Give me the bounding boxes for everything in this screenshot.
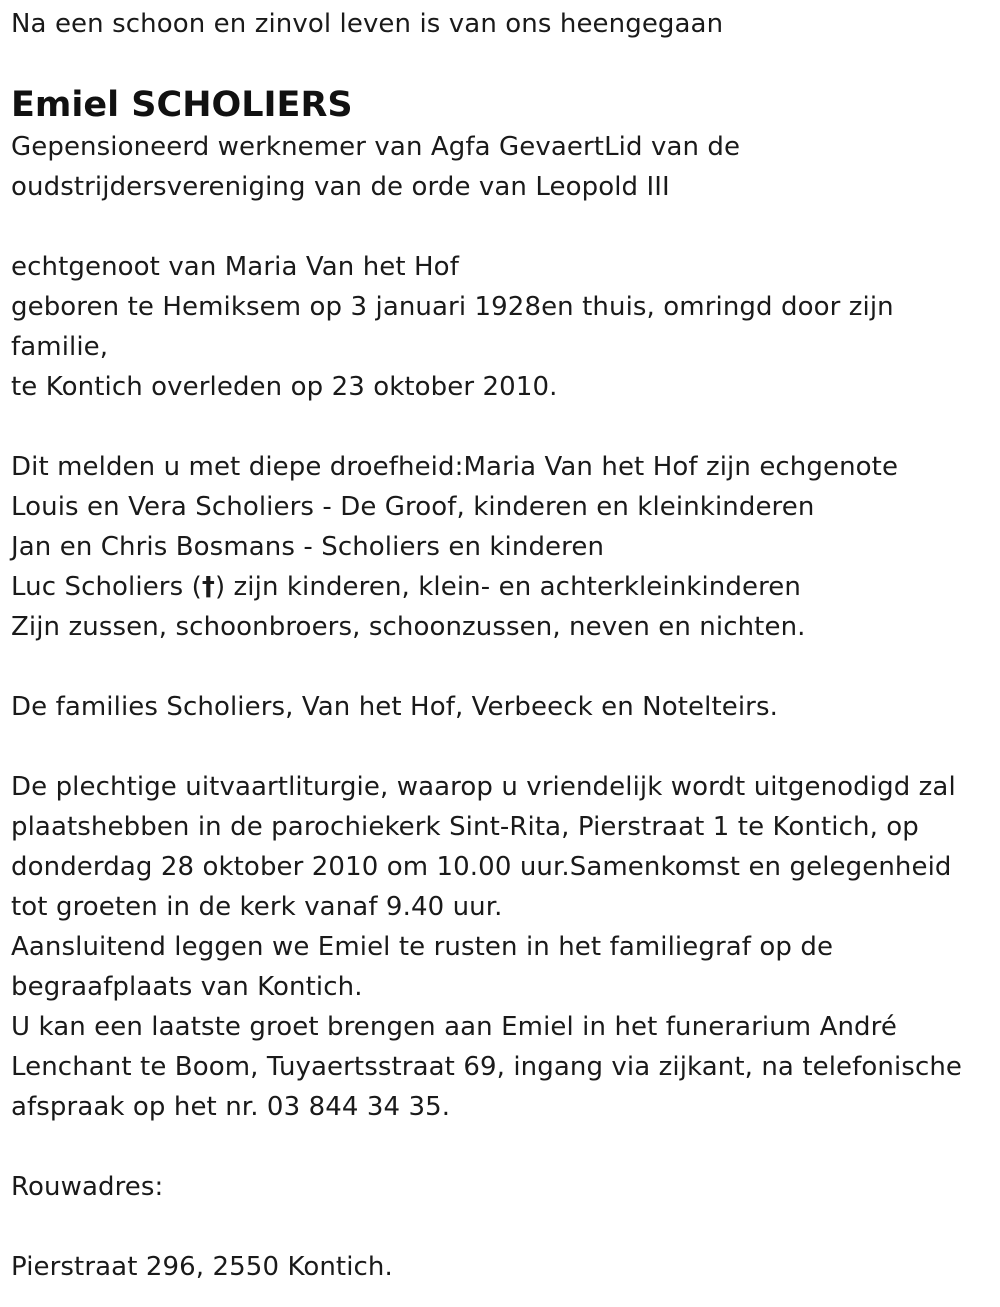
ceremony-line: U kan een laatste groet brengen aan Emiel in het funerarium André [11, 1012, 897, 1042]
mourners-list [11, 447, 986, 647]
address-value: Pierstraat 296, 2550 Kontich. [11, 1252, 393, 1282]
ceremony-line: De plechtige uitvaartliturgie, waarop u vriendelijk wordt uitgenodigd zal [11, 772, 956, 802]
mourner-line: Louis en Vera Scholiers - De Groof, kinderen en kleinkinderen [11, 492, 815, 522]
spacer [11, 647, 986, 687]
spacer [11, 1207, 986, 1247]
deceased-description [11, 127, 986, 207]
mourner-relation: ) zijn kinderen, klein- en achterkleinkinderen [214, 572, 801, 602]
ceremony-line: afspraak op het nr. 03 844 34 35. [11, 1092, 451, 1122]
spacer [11, 727, 986, 767]
mourner-line: Jan en Chris Bosmans - Scholiers en kinderen [11, 532, 605, 562]
deceased-name: Emiel SCHOLIERS [11, 85, 353, 125]
life-details [11, 247, 986, 407]
families-line: De families Scholiers, Van het Hof, Verbeeck en Notelteirs. [11, 692, 778, 722]
intro-text: Na een schoon en zinvol leven is van ons heengegaan [11, 9, 724, 39]
mourner-line: Dit melden u met diepe droefheid:Maria Van het Hof zijn echgenote [11, 452, 899, 482]
ceremony-line: begraafplaats van Kontich. [11, 972, 363, 1002]
spacer [11, 1127, 986, 1167]
mourner-line: Zijn zussen, schoonbroers, schoonzussen, neven en nichten. [11, 612, 806, 642]
mourner-name: Luc Scholiers ( [11, 572, 202, 602]
mourner-line-with-cross [11, 567, 986, 607]
spouse-line: echtgenoot van Maria Van het Hof [11, 252, 459, 282]
ceremony-line: plaatshebben in de parochiekerk Sint-Rita, Pierstraat 1 te Kontich, op [11, 812, 919, 842]
birth-line-continued: familie, [11, 332, 109, 362]
ceremony-line: Aansluitend leggen we Emiel te rusten in het familiegraf op de [11, 932, 834, 962]
spacer [11, 407, 986, 447]
death-line: te Kontich overleden op 23 oktober 2010. [11, 372, 558, 402]
spacer [11, 207, 986, 247]
ceremony-line: tot groeten in de kerk vanaf 9.40 uur. [11, 892, 503, 922]
address-label: Rouwadres: [11, 1172, 164, 1202]
ceremony-line: donderdag 28 oktober 2010 om 10.00 uur.Samenkomst en gelegenheid [11, 852, 952, 882]
cross-icon: † [201, 572, 215, 602]
obituary-notice [11, 4, 986, 1287]
birth-line: geboren te Hemiksem op 3 januari 1928en thuis, omringd door zijn [11, 292, 894, 322]
ceremony-details [11, 767, 986, 1127]
description-line: oudstrijdersvereniging van de orde van Leopold III [11, 172, 670, 202]
description-line: Gepensioneerd werknemer van Agfa GevaertLid van de [11, 132, 741, 162]
ceremony-line: Lenchant te Boom, Tuyaertsstraat 69, ingang via zijkant, na telefonische [11, 1052, 963, 1082]
